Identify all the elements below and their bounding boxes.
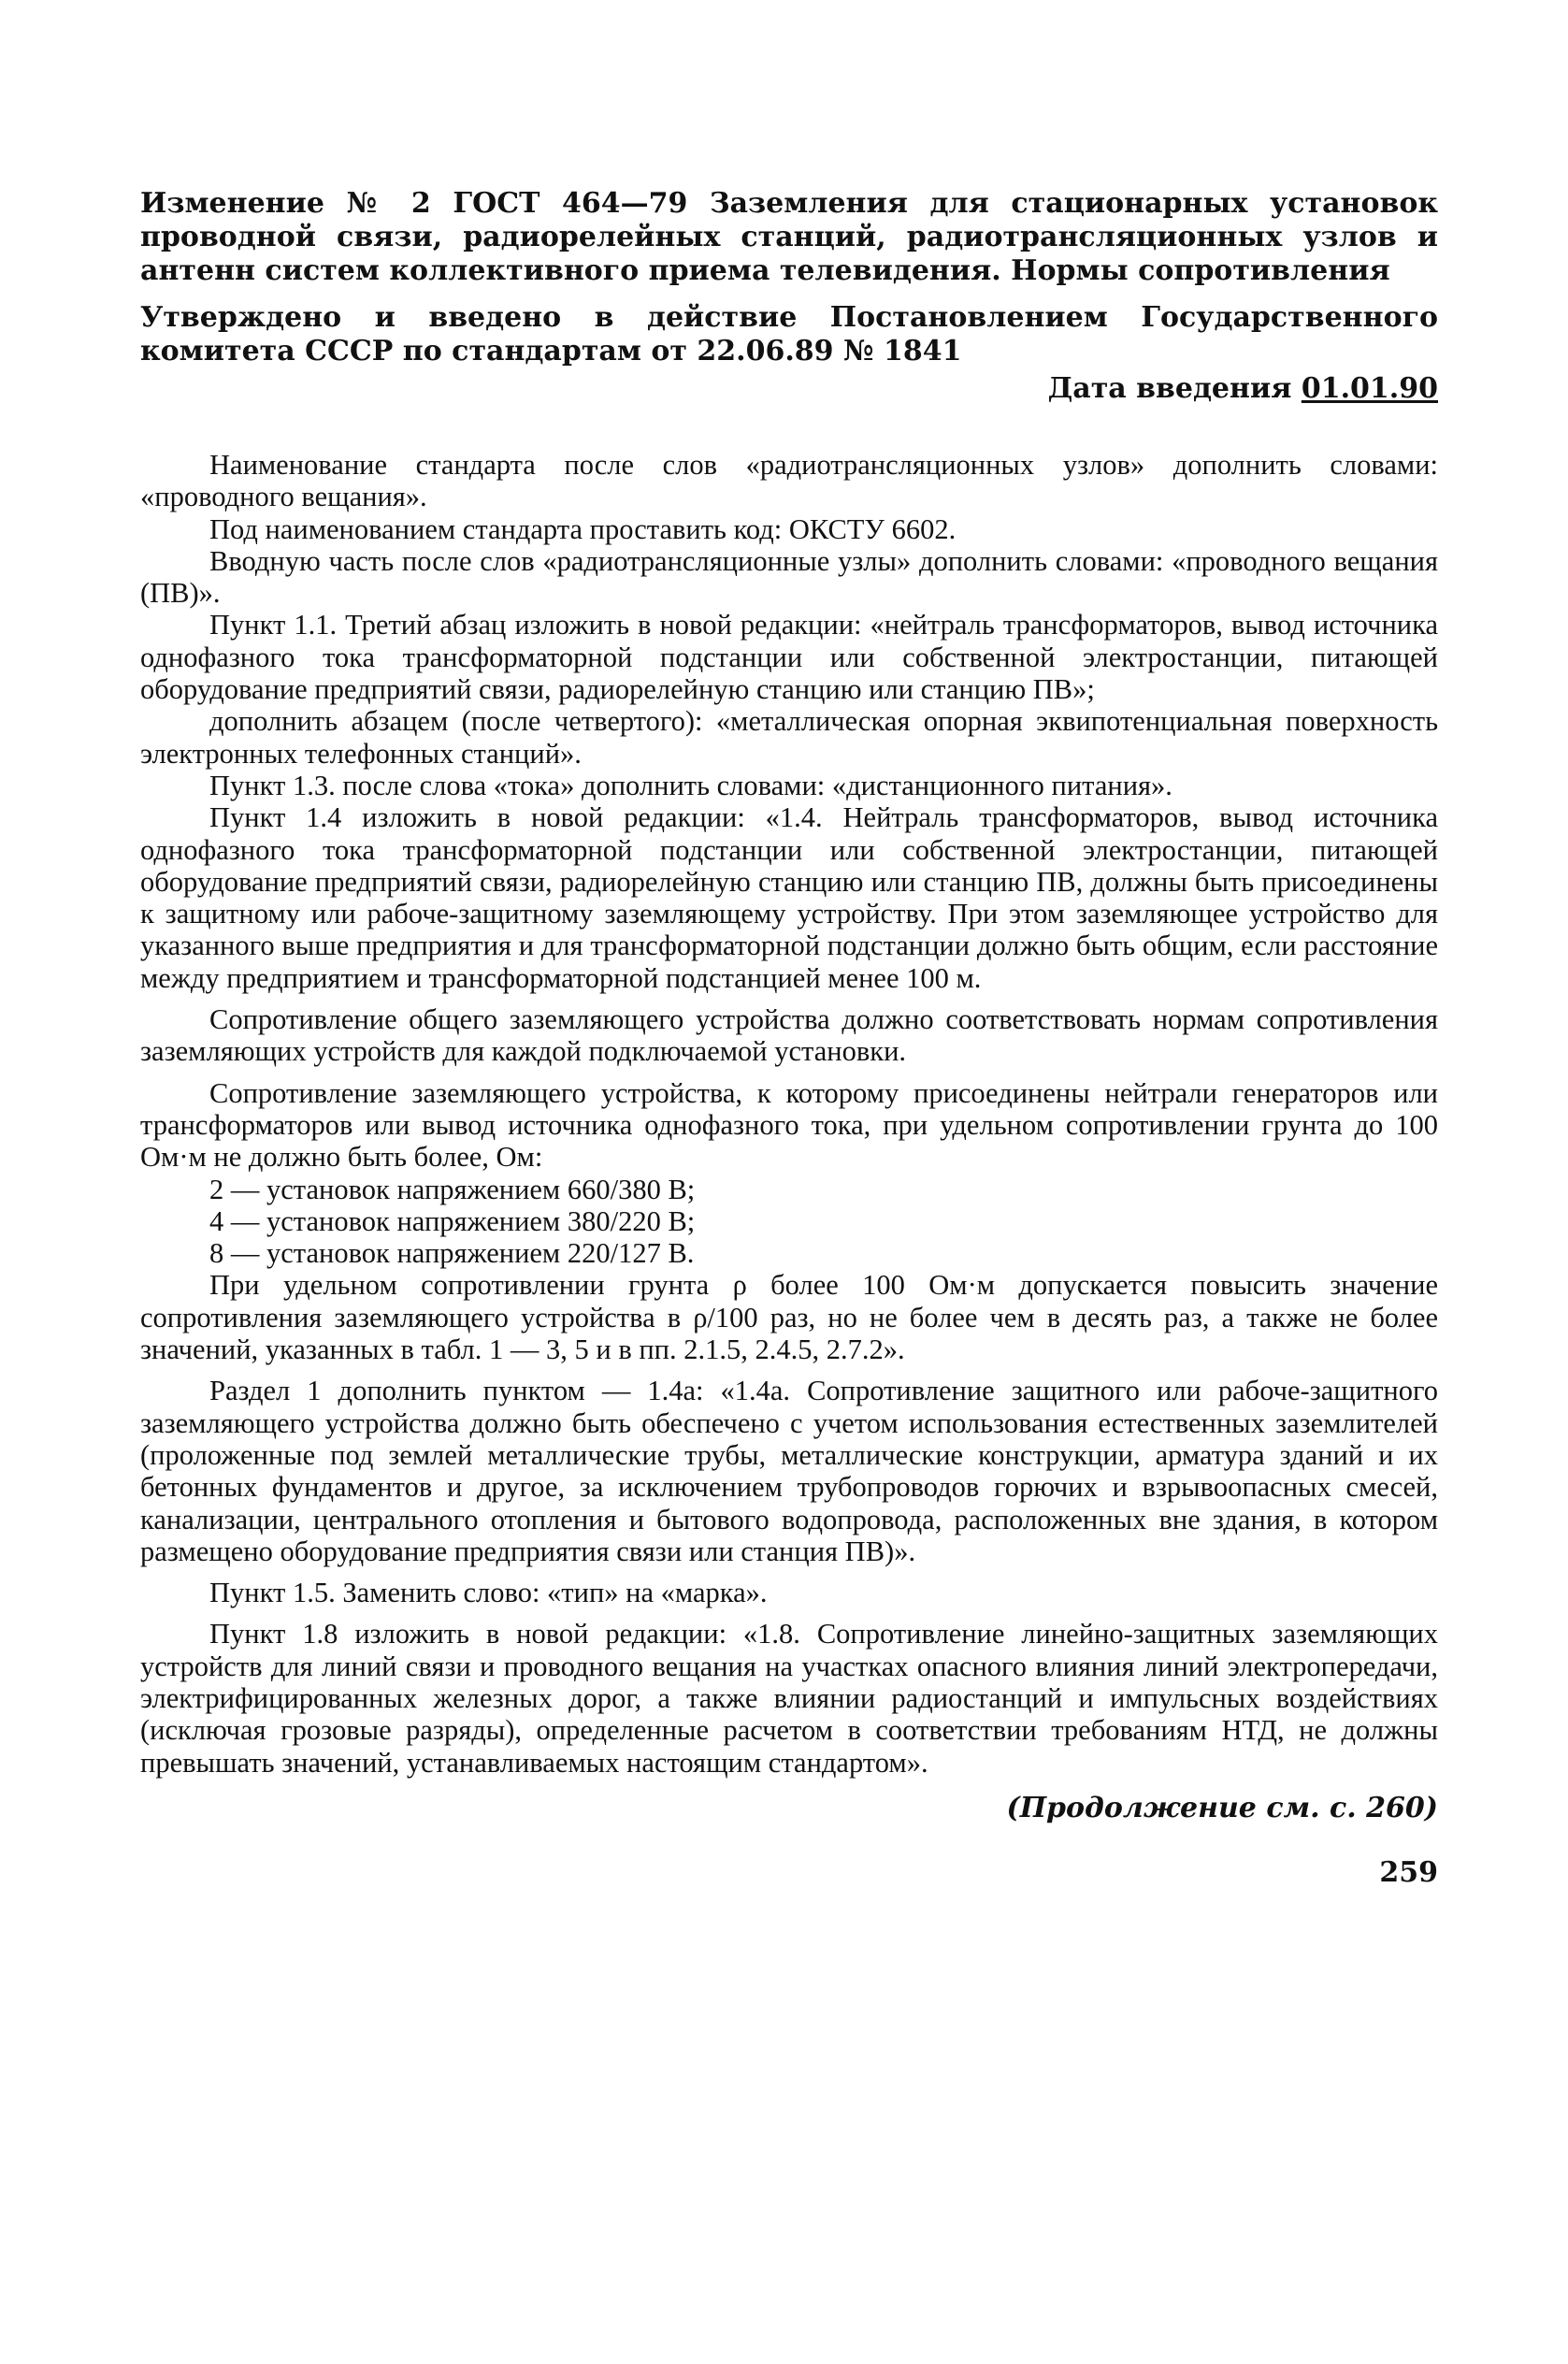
list-item: 4 — установок напряжением 380/220 В; [209,1204,696,1237]
paragraph-common-grounding: Сопротивление общего заземляющего устройства должно соответствовать нормам сопротивления заземляющих устройств для каждой подключаемой установки. [140,1003,1438,1068]
paragraph-item-1-1: Пункт 1.1. Третий абзац изложить в новой редакции: «нейтраль трансформаторов, вывод источника однофазного тока трансформаторной подстанции или собственной электростанции, питающей оборудование предприятий связи, радиорелейную станцию или станцию ПВ»; [140,609,1438,706]
introduction-date-value: 01.01.90 [1301,372,1438,405]
paragraph-item-1-4: Пункт 1.4 изложить в новой редакции: «1.4. Нейтраль трансформаторов, вывод источника однофазного тока трансформаторной подстанции или собственной электростанции, питающей оборудование предприятий связи, радиорелейную станцию или станцию ПВ, должны быть присоединены к защитному или рабоче-защитному заземляющему устройству. При этом заземляющее устройство для указанного выше предприятия и для трансформаторной подстанции должно быть общим, если расстояние между предприятием и трансформаторной подстанцией менее 100 м. [140,801,1438,994]
list-item: 8 — установок напряжением 220/127 В. [209,1237,695,1270]
amendment-body [140,449,1438,1779]
amendment-title: Изменение № 2 ГОСТ 464—79 Заземления для стационарных установок проводной связи, радиорелейных станций, радиотрансляционных узлов и антенн систем коллективного приема телевидения. Нормы сопротивления [140,187,1438,287]
introduction-date [140,372,1438,406]
document-page [140,187,1438,1889]
paragraph-item-1-8: Пункт 1.8 изложить в новой редакции: «1.8. Сопротивление линейно-защитных заземляющих устройств для линий связи и проводного вещания на участках опасного влияния линий электропередачи, электрифицированных железных дорог, а также влиянии радиостанций и импульсных воздействиях (исключая грозовые разряды), определенные расчетом в соответствии требованиям НТД, не должны превышать значений, устанавливаемых настоящим стандартом». [140,1618,1438,1779]
approval-statement: Утверждено и введено в действие Постановлением Государственного комитета СССР по стандартам от 22.06.89 № 1841 [140,301,1438,368]
paragraph-code: Под наименованием стандарта проставить код: ОКСТУ 6602. [209,512,957,545]
continuation-note: (Продолжение см. с. 260) [1006,1791,1438,1824]
paragraph-soil-resistivity: При удельном сопротивлении грунта ρ более 100 Ом·м допускается повысить значение сопротивления заземляющего устройства в ρ/100 раз, но не более чем в десять раз, а также не более значений, указанных в табл. 1 — 3, 5 и в пп. 2.1.5, 2.4.5, 2.7.2». [140,1269,1438,1366]
paragraph-item-1-3: Пункт 1.3. после слова «тока» дополнить словами: «дистанционного питания». [209,769,1172,801]
paragraph-resistance-norms: Сопротивление заземляющего устройства, к которому присоединены нейтрали генераторов или трансформаторов или вывод источника однофазного тока, при удельном сопротивлении грунта до 100 Ом·м не должно быть более, Ом: [140,1076,1438,1174]
paragraph-item-1-1-addition: дополнить абзацем (после четвертого): «металлическая опорная эквипотенциальная поверхность электронных телефонных станций». [140,705,1438,770]
introduction-date-label: Дата введения [1047,372,1292,405]
page-number: 259 [1379,1855,1438,1889]
list-item: 2 — установок напряжением 660/380 В; [209,1173,696,1205]
paragraph-item-1-4a: Раздел 1 дополнить пунктом — 1.4а: «1.4а. Сопротивление защитного или рабоче-защитного заземляющего устройства должно быть обеспечено с учетом использования естественных заземлителей (проложенные под землей металлические трубы, металлические конструкции, арматура зданий и их бетонных фундаментов и другое, за исключением трубопроводов горючих и взрывоопасных смесей, канализации, центрального отопления и бытового водопровода, расположенных вне здания, в котором размещено оборудование предприятия связи или станция ПВ)». [140,1375,1438,1567]
paragraph-intro-part: Вводную часть после слов «радиотрансляционные узлы» дополнить словами: «проводного вещания (ПВ)». [140,544,1438,610]
paragraph-item-1-5: Пункт 1.5. Заменить слово: «тип» на «марка». [209,1577,768,1609]
paragraph-title-addition: Наименование стандарта после слов «радиотрансляционных узлов» дополнить словами: «проводного вещания». [140,449,1438,513]
